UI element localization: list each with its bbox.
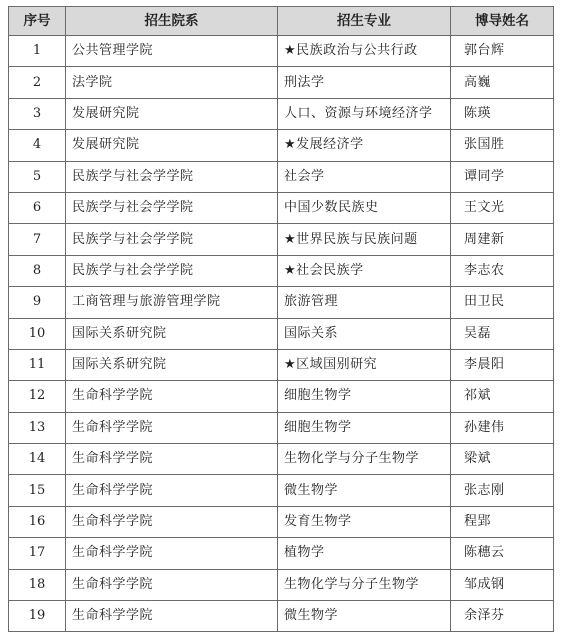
row-advisor: 李晨阳 — [451, 349, 554, 380]
row-index: 12 — [9, 381, 66, 412]
table-body — [9, 36, 554, 632]
row-advisor: 祁斌 — [451, 381, 554, 412]
row-department: 生命科学学院 — [66, 569, 278, 600]
row-index: 10 — [9, 318, 66, 349]
row-major: 植物学 — [278, 538, 451, 569]
row-major: 生物化学与分子生物学 — [278, 444, 451, 475]
row-advisor: 张志刚 — [451, 475, 554, 506]
row-department: 生命科学学院 — [66, 475, 278, 506]
row-index: 5 — [9, 161, 66, 192]
table-row — [9, 538, 554, 569]
row-department: 发展研究院 — [66, 130, 278, 161]
table-row — [9, 444, 554, 475]
row-index: 16 — [9, 506, 66, 537]
row-major: ★区域国别研究 — [278, 349, 451, 380]
row-advisor: 吴磊 — [451, 318, 554, 349]
table-row — [9, 130, 554, 161]
header-row — [9, 7, 554, 36]
row-major: ★世界民族与民族问题 — [278, 224, 451, 255]
row-index: 17 — [9, 538, 66, 569]
row-index: 1 — [9, 36, 66, 67]
table-row — [9, 601, 554, 632]
row-index: 14 — [9, 444, 66, 475]
header-major: 招生专业 — [278, 7, 451, 36]
row-index: 2 — [9, 67, 66, 98]
row-advisor: 张国胜 — [451, 130, 554, 161]
row-index: 19 — [9, 601, 66, 632]
row-department: 国际关系研究院 — [66, 349, 278, 380]
row-index: 11 — [9, 349, 66, 380]
row-major: 刑法学 — [278, 67, 451, 98]
row-department: 民族学与社会学学院 — [66, 161, 278, 192]
table-row — [9, 98, 554, 129]
header-index: 序号 — [9, 7, 66, 36]
row-major: 细胞生物学 — [278, 412, 451, 443]
row-index: 3 — [9, 98, 66, 129]
row-advisor: 梁斌 — [451, 444, 554, 475]
row-department: 民族学与社会学学院 — [66, 192, 278, 223]
table-row — [9, 161, 554, 192]
row-index: 13 — [9, 412, 66, 443]
row-advisor: 陈穗云 — [451, 538, 554, 569]
row-major: 微生物学 — [278, 475, 451, 506]
row-department: 生命科学学院 — [66, 444, 278, 475]
row-index: 7 — [9, 224, 66, 255]
row-advisor: 郭台辉 — [451, 36, 554, 67]
row-index: 9 — [9, 287, 66, 318]
table-row — [9, 569, 554, 600]
row-index: 4 — [9, 130, 66, 161]
row-department: 法学院 — [66, 67, 278, 98]
row-department: 生命科学学院 — [66, 538, 278, 569]
table-row — [9, 475, 554, 506]
table-row — [9, 381, 554, 412]
row-department: 生命科学学院 — [66, 412, 278, 443]
row-advisor: 余泽芬 — [451, 601, 554, 632]
row-major: 细胞生物学 — [278, 381, 451, 412]
advisor-table — [8, 6, 554, 632]
row-index: 8 — [9, 255, 66, 286]
table-row — [9, 287, 554, 318]
row-major: ★民族政治与公共行政 — [278, 36, 451, 67]
row-advisor: 王文光 — [451, 192, 554, 223]
row-major: 国际关系 — [278, 318, 451, 349]
row-advisor: 李志农 — [451, 255, 554, 286]
row-major: 旅游管理 — [278, 287, 451, 318]
table-row — [9, 412, 554, 443]
row-index: 15 — [9, 475, 66, 506]
row-major: ★社会民族学 — [278, 255, 451, 286]
row-major: 生物化学与分子生物学 — [278, 569, 451, 600]
row-major: 人口、资源与环境经济学 — [278, 98, 451, 129]
row-department: 民族学与社会学学院 — [66, 224, 278, 255]
row-department: 民族学与社会学学院 — [66, 255, 278, 286]
row-department: 工商管理与旅游管理学院 — [66, 287, 278, 318]
row-major: ★发展经济学 — [278, 130, 451, 161]
row-department: 公共管理学院 — [66, 36, 278, 67]
row-major: 发育生物学 — [278, 506, 451, 537]
row-advisor: 孙建伟 — [451, 412, 554, 443]
row-advisor: 周建新 — [451, 224, 554, 255]
row-index: 18 — [9, 569, 66, 600]
row-major: 社会学 — [278, 161, 451, 192]
table-row — [9, 36, 554, 67]
table-row — [9, 255, 554, 286]
row-advisor: 陈瑛 — [451, 98, 554, 129]
table-row — [9, 318, 554, 349]
table-row — [9, 349, 554, 380]
row-department: 国际关系研究院 — [66, 318, 278, 349]
row-advisor: 邹成钢 — [451, 569, 554, 600]
row-major: 中国少数民族史 — [278, 192, 451, 223]
row-department: 发展研究院 — [66, 98, 278, 129]
row-index: 6 — [9, 192, 66, 223]
header-advisor: 博导姓名 — [451, 7, 554, 36]
table-row — [9, 224, 554, 255]
header-department: 招生院系 — [66, 7, 278, 36]
row-department: 生命科学学院 — [66, 381, 278, 412]
row-advisor: 程郢 — [451, 506, 554, 537]
row-advisor: 高巍 — [451, 67, 554, 98]
row-major: 微生物学 — [278, 601, 451, 632]
row-advisor: 田卫民 — [451, 287, 554, 318]
row-department: 生命科学学院 — [66, 601, 278, 632]
row-advisor: 谭同学 — [451, 161, 554, 192]
row-department: 生命科学学院 — [66, 506, 278, 537]
table-row — [9, 506, 554, 537]
table-row — [9, 67, 554, 98]
table-row — [9, 192, 554, 223]
